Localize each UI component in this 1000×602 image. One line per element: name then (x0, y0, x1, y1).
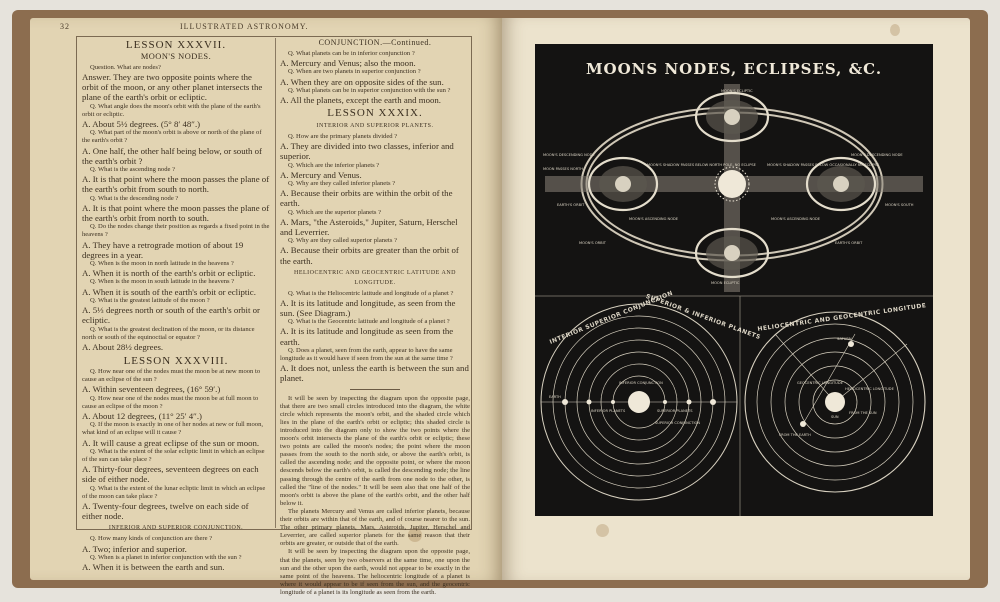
lesson-body (280, 133, 470, 266)
answer-line: A. It is that point where the moon passes the plane of the earth's orbit from north to south. (82, 202, 270, 224)
answer-line: A. It will cause a great eclipse of the sun or moon. (82, 437, 260, 448)
question-line: Q. What is the greatest declination of the moon, or its distance north or south of the equinoctial or equator ? (82, 325, 255, 341)
label: SUN (831, 415, 839, 419)
label: HELIOCENTRIC LONGITUDE (845, 387, 894, 391)
label: EARTH'S ORBIT (835, 241, 863, 245)
right-column (280, 38, 470, 597)
answer-line: A. They are divided into two classes, inferior and superior. (280, 141, 454, 162)
earth-moon-bottom (696, 229, 768, 277)
answer-line: A. It is its latitude and longitude as seen from the earth. (280, 326, 454, 347)
lesson-body (280, 290, 470, 384)
question-line: Q. Why are they called superior planets ? (288, 237, 397, 245)
question-line: Q. How are the primary planets divided ? (288, 132, 398, 140)
label: INFERIOR PLANETS (591, 409, 626, 413)
answer-line: A. One half, the other half being below, or south of the earth's orbit ? (82, 145, 262, 166)
question-line: Q. What planets can be in superior conjunction with the sun ? (288, 86, 451, 94)
question-line: Q. Why are they called inferior planets ? (288, 179, 396, 187)
question-line: Q. What is the extent of the lunar ecliptic limit in which an eclipse of the moon can take place ? (82, 484, 266, 500)
lesson-body (82, 64, 270, 352)
earth-icon (800, 421, 806, 427)
question-line: Q. What is the descending node ? (90, 194, 179, 202)
question-line: Q. What part of the moon's orbit is above or north of the plane of the earth's orbit ? (82, 129, 262, 145)
lesson-title: LESSON XXXVIII. (123, 355, 229, 368)
answer-line: A. When it is north of the earth's orbit or ecliptic. (82, 268, 256, 279)
answer-line: A. About 5½ degrees. (5° 8′ 48″.) (82, 119, 201, 130)
answer-line: A. It is its latitude and longitude, as seen from the sun. (See Diagram.) (280, 297, 456, 318)
lesson-subtitle: MOON'S NODES. (140, 51, 212, 61)
left-column (82, 38, 270, 572)
explanation-paragraph: The planets Mercury and Venus are called inferior planets, because their orbits are within that of the earth, and of course nearer to the sun. The other primary planets, Mars, Asteroids, Jupiter, Herschel and Leverrier, are called superior planets for the same reason that their orbits are greater, or outside that of the earth. (280, 507, 470, 548)
column-rule (275, 38, 276, 528)
label: FROM THE EARTH (779, 433, 811, 437)
question-line: Q. How many kinds of conjunction are there ? (90, 535, 213, 543)
question-line: Q. What is the Geocentric latitude and longitude of a planet ? (288, 318, 450, 326)
label: SUPERIOR PLANETS (657, 409, 693, 413)
question-line: Q. What angle does the moon's orbit with the plane of the earth's orbit or ecliptic. (82, 102, 261, 118)
lesson-title: LESSON XXXIX. (327, 107, 423, 120)
sun-icon (718, 170, 746, 198)
nodes-diagram (543, 84, 923, 292)
planet-icon (710, 399, 716, 405)
answer-line: A. Mercury and Venus; also the moon. (280, 58, 416, 69)
question-line: Q. When is the moon in north latitude in the heavens ? (90, 260, 234, 268)
earth-moon-top (696, 93, 768, 141)
question-line: Q. What is the extent of the solar ecliptic limit in which an eclipse of the sun can take place ? (82, 447, 265, 464)
lesson-body (82, 535, 270, 572)
question-line: Q. When is a planet in inferior conjunction with the sun ? (90, 553, 242, 561)
stain-mark (890, 24, 900, 36)
question-line: Q. Does a planet, seen from the earth, appear to have the same longitude as it would have if seen from the sun at the same time ? (280, 346, 453, 363)
question-line: Q. When are two planets in superior conjunction ? (288, 68, 421, 76)
answer-line: A. When it is between the earth and sun. (82, 561, 225, 572)
label: EARTH (549, 395, 561, 399)
sight-line (803, 334, 855, 424)
question-line: Question. What are nodes? (90, 63, 161, 71)
label: SUPERIOR CONJUNCTION (655, 421, 701, 425)
label: MOON'S SHADOW PASSES BELOW NORTH POLE. NO ECLIPSE (647, 163, 756, 167)
label: MOON'S SOUTH (885, 203, 914, 207)
answer-line: A. Thirty-four degrees, seventeen degrees on each side of either node. (82, 464, 259, 485)
panel-title: INTERIOR SUPERIOR CONJUNCTION (548, 289, 675, 346)
question-line: Q. If the moon is exactly in one of her nodes at new or full moon, what kind of an eclipse will it cause ? (82, 421, 264, 437)
label: GEOCENTRIC LONGITUDE (797, 381, 843, 385)
label: MOON ECLIPTIC (711, 281, 740, 285)
planet-icon (587, 400, 592, 405)
stain-mark (596, 524, 609, 537)
question-line: Q. What is the greatest latitude of the moon ? (90, 296, 210, 304)
plate-title: MOONS NODES, ECLIPSES, &C. (585, 60, 883, 78)
plate-illustration (535, 44, 933, 516)
sun-icon (825, 392, 845, 412)
question-line: Q. Which are the superior planets ? (288, 208, 382, 216)
answer-line: A. About 28½ degrees. (82, 341, 164, 352)
section-title: CONJUNCTION.—Continued. (318, 38, 432, 47)
label: EARTH'S ORBIT (557, 203, 585, 207)
question-line: Q. What is the Heliocentric latitude and longitude of a planet ? (288, 289, 454, 297)
explanation-paragraph: It will be seen by inspecting the diagram upon the opposite page, that there are two small circles introduced into the diagram, the white circle which represents the moon's orbit, and the shaded circle which lies in the plane of the earth's orbit or ecliptic; this shaded circle is introduced into the diagram only to show the two points where the moon's orbit intersects the plane of the earth's orbit or ecliptic; these two points are called the moon's nodes; the point where the moon passes from the south to the north side, or above the earth's orbit, is called the ascending node; and the opposite point, or where the moon descends below the earth's orbit, is called the descending node; the line passing through the centre of the earth from one node to the other, is called the "line of the nodes." It will be seen also that one half of the moon's orbit is above the plane of the earth's orbit, and the other half below it. (280, 394, 470, 507)
panel-title: HELIOCENTRIC AND GEOCENTRIC LONGITUDE (757, 302, 927, 333)
sun-icon (628, 391, 650, 413)
answer-line: Answer. They are two opposite points where the orbit of the moon, or any other planet intersects the plane of the earth's orbit or ecliptic. (82, 72, 263, 103)
label: INFERIOR CONJUNCTION (619, 381, 663, 385)
label: FROM THE SUN (849, 411, 877, 415)
section-heading: HELIOCENTRIC AND GEOCENTRIC LATITUDE AND LONGITUDE. (294, 269, 456, 286)
sight-line (775, 334, 835, 402)
planet-icon (663, 400, 667, 404)
lesson-subtitle: INTERIOR AND SUPERIOR PLANETS. (316, 123, 434, 130)
answer-line: A. 5⅓ degrees north or south of the earth's orbit or ecliptic. (82, 305, 260, 326)
question-line: Q. How near one of the nodes must the moon be at full moon to cause an eclipse of the moon ? (82, 394, 259, 410)
label: MOON PASSES NORTH (543, 167, 583, 171)
answer-line: A. All the planets, except the earth and moon. (280, 94, 441, 105)
question-line: Q. What planets can be in inferior conjunction ? (288, 49, 415, 57)
answer-line: A. Within seventeen degrees, (16° 59′.) (82, 384, 221, 395)
label: MOON'S ECLIPTIC (721, 89, 753, 93)
explanation-paragraph: It will be seen by inspecting the diagram upon the opposite page, that the planets, seen by two observers at the same time, one upon the sun and the other upon the earth, would not appear to be exactly in the same point of the heavens. The heliocentric longitude of a planet is where it would appear to be if seen from the sun, and the geocentric longitude of a planet is its longitude as seen from the earth. (280, 548, 470, 596)
answer-line: A. It does not, unless the earth is between the sun and planet. (280, 363, 469, 384)
answer-line: A. When they are on opposite sides of the sun. (280, 76, 444, 87)
answer-line: A. About 12 degrees, (11° 25′ 4″.) (82, 411, 202, 422)
answer-line: A. It is that point where the moon passes the plane of the earth's orbit from south to north. (82, 174, 270, 195)
answer-line: A. Mars, "the Asteroids," Jupiter, Saturn, Herschel and Leverrier. (280, 216, 458, 237)
label: MOON'S SHADOW PASSES BELOW OCCASIONALLY NO ECLIPSE (767, 163, 880, 167)
label: MOON'S DESCENDING NODE (543, 153, 595, 157)
label: MOON'S ASCENDING NODE (629, 217, 679, 221)
running-title: ILLUSTRATED ASTRONOMY. (180, 22, 309, 31)
panel-title: SUPERIOR & INFERIOR PLANETS (644, 292, 762, 342)
conjunction-diagram (541, 290, 762, 500)
label: MOON'S DESCENDING NODE (851, 153, 903, 157)
answer-line: A. Two; inferior and superior. (82, 543, 187, 554)
page-number: 32 (60, 22, 70, 31)
question-line: Q. Which are the inferior planets ? (288, 161, 380, 169)
planet-icon (611, 400, 615, 404)
question-line: Q. When is the moon in south latitude in the heavens ? (90, 278, 235, 286)
answer-line: A. Mercury and Venus. (280, 169, 362, 180)
longitude-diagram (745, 302, 927, 492)
section-heading: INFERIOR AND SUPERIOR CONJUNCTION. (108, 525, 244, 532)
sight-line (835, 344, 907, 402)
planet-icon (562, 399, 568, 405)
divider (350, 389, 400, 390)
question-line: Q. Do the nodes change their position as regards a fixed point in the heavens ? (82, 223, 270, 239)
answer-line: A. Because their orbits are greater than the orbit of the earth. (280, 245, 459, 266)
label: SATURN (837, 337, 852, 341)
planet-icon (848, 341, 854, 347)
lesson-body (280, 50, 470, 105)
label: MOON'S ORBIT (579, 241, 606, 245)
label: MOON'S ASCENDING NODE (771, 217, 821, 221)
answer-line: A. When it is south of the earth's orbit or ecliptic. (82, 286, 256, 297)
lesson-body (82, 368, 270, 521)
answer-line: A. Because their orbits are within the orbit of the earth. (280, 188, 453, 209)
lesson-title: LESSON XXXVII. (125, 39, 227, 51)
question-line: Q. How near one of the nodes must the moon be at new moon to cause an eclipse of the sun ? (82, 368, 261, 384)
answer-line: A. They have a retrograde motion of about 19 degrees in a year. (82, 239, 244, 260)
planet-icon (687, 400, 692, 405)
astronomy-plate (535, 44, 933, 516)
answer-line: A. Twenty-four degrees, twelve on each side of either node. (82, 501, 249, 522)
question-line: Q. What is the ascending node ? (90, 166, 176, 174)
